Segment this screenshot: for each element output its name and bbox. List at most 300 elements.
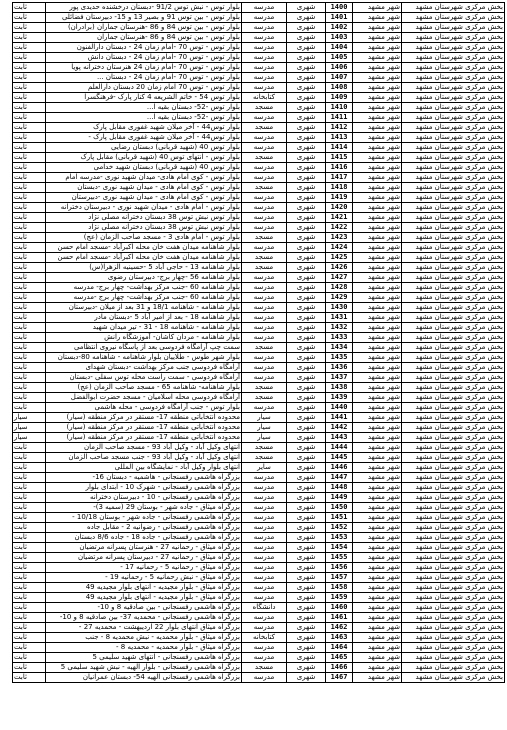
address-cell: آرامگاه فردوسی - سمت راست محله توس سفلی -دبستان <box>46 373 242 383</box>
location-type-cell: مسجد <box>242 123 287 133</box>
location-type-cell: مدرسه <box>242 113 287 123</box>
area-type-cell: شهری <box>287 53 326 63</box>
station-number-cell: 1451 <box>326 513 353 523</box>
region-cell: بخش مرکزی شهرستان مشهد <box>402 663 505 673</box>
region-cell: بخش مرکزی شهرستان مشهد <box>402 223 505 233</box>
address-cell: بلوار توس - کوی امام هادی - میدان شهید نوری -دبستان <box>46 183 242 193</box>
address-cell: بلوار توس - توس 70 -امام زمان 24 هنرستان دخترانه پویا <box>46 63 242 73</box>
table-row <box>13 133 505 143</box>
status-cell: ثابت <box>13 633 46 643</box>
table-row <box>13 103 505 113</box>
address-cell: بلوار شاهنامه 13 - حاجی آباد 5 -حسینیه الزهرا(س) <box>46 263 242 273</box>
area-type-cell: شهری <box>287 473 326 483</box>
address-cell: بزرگراه هاشمی رفسنجانی الهیه 54- دبستان عمرانیان <box>46 673 242 683</box>
table-row <box>13 613 505 623</box>
location-type-cell: مدرسه <box>242 273 287 283</box>
station-number-cell: 1403 <box>326 33 353 43</box>
table-row <box>13 333 505 343</box>
location-type-cell: مدرسه <box>242 473 287 483</box>
table-row <box>13 293 505 303</box>
table-row <box>13 273 505 283</box>
status-cell: ثابت <box>13 553 46 563</box>
station-number-cell: 1412 <box>326 123 353 133</box>
table-row <box>13 13 505 23</box>
area-type-cell: شهری <box>287 673 326 683</box>
area-type-cell: شهری <box>287 623 326 633</box>
station-number-cell: 1415 <box>326 153 353 163</box>
address-cell: بلوار توس 40 (شهید قربانی) دبستان شهید خدامی <box>46 163 242 173</box>
region-cell: بخش مرکزی شهرستان مشهد <box>402 583 505 593</box>
status-cell: ثابت <box>13 43 46 53</box>
city-cell: شهر مشهد <box>353 283 402 293</box>
address-cell: سمت چپ آرامگاه فردوسی بعد از پاسگاه نیروی انتظامی <box>46 343 242 353</box>
address-cell: بلوار توس - کوی امام هادی - میدان شهید نوری -دبیرستان <box>46 193 242 203</box>
table-row <box>13 403 505 413</box>
station-number-cell: 1416 <box>326 163 353 173</box>
station-number-cell: 1400 <box>326 3 353 13</box>
table-row <box>13 143 505 153</box>
status-cell: ثابت <box>13 103 46 113</box>
region-cell: بخش مرکزی شهرستان مشهد <box>402 193 505 203</box>
address-cell: آرامگاه فردوسی محله اسلامیان - مسجد حضرت ابوالفضل <box>46 393 242 403</box>
station-number-cell: 1409 <box>326 93 353 103</box>
table-row <box>13 233 505 243</box>
table-row <box>13 253 505 263</box>
address-cell: بلوار شاهنامه- شاهنامه 65 - مسجد صاحب الزمان (عج) <box>46 383 242 393</box>
address-cell: بلوار شاهنامه 60 -جنب مرکز بهداشت- چهار برج -مدرسه <box>46 293 242 303</box>
region-cell: بخش مرکزی شهرستان مشهد <box>402 113 505 123</box>
table-row <box>13 493 505 503</box>
location-type-cell: مدرسه <box>242 223 287 233</box>
table-row <box>13 243 505 253</box>
status-cell: ثابت <box>13 523 46 533</box>
station-number-cell: 1443 <box>326 433 353 443</box>
area-type-cell: شهری <box>287 233 326 243</box>
location-type-cell: سیار <box>242 413 287 423</box>
station-number-cell: 1432 <box>326 323 353 333</box>
city-cell: شهر مشهد <box>353 113 402 123</box>
station-number-cell: 1453 <box>326 533 353 543</box>
station-number-cell: 1459 <box>326 593 353 603</box>
city-cell: شهر مشهد <box>353 543 402 553</box>
region-cell: بخش مرکزی شهرستان مشهد <box>402 303 505 313</box>
region-cell: بخش مرکزی شهرستان مشهد <box>402 453 505 463</box>
address-cell: بلوار توس - توس 70 -امام زمان 24 - دبستان ... <box>46 73 242 83</box>
station-number-cell: 1405 <box>326 53 353 63</box>
table-row <box>13 123 505 133</box>
table-row <box>13 193 505 203</box>
status-cell: ثابت <box>13 443 46 453</box>
station-number-cell: 1410 <box>326 103 353 113</box>
status-cell: ثابت <box>13 643 46 653</box>
area-type-cell: شهری <box>287 293 326 303</box>
address-cell: بزرگراه میثاق - بلوار محمدیه - نبش محمدیه 8 - جنب <box>46 633 242 643</box>
station-number-cell: 1419 <box>326 193 353 203</box>
region-cell: بخش مرکزی شهرستان مشهد <box>402 343 505 353</box>
status-cell: ثابت <box>13 283 46 293</box>
region-cell: بخش مرکزی شهرستان مشهد <box>402 183 505 193</box>
table-row <box>13 553 505 563</box>
area-type-cell: شهری <box>287 33 326 43</box>
area-type-cell: شهری <box>287 243 326 253</box>
status-cell: ثابت <box>13 293 46 303</box>
location-type-cell: مسجد <box>242 183 287 193</box>
region-cell: بخش مرکزی شهرستان مشهد <box>402 473 505 483</box>
city-cell: شهر مشهد <box>353 83 402 93</box>
status-cell: ثابت <box>13 233 46 243</box>
area-type-cell: شهری <box>287 223 326 233</box>
location-type-cell: مدرسه <box>242 173 287 183</box>
status-cell: ثابت <box>13 543 46 553</box>
city-cell: شهر مشهد <box>353 263 402 273</box>
status-cell: ثابت <box>13 393 46 403</box>
address-cell: بلوار توس 40 (شهید قربانی) دبستان رضایی <box>46 143 242 153</box>
table-row <box>13 383 505 393</box>
address-cell: محدوده انتخاباتی منطقه 17- مستقر در مرکز منطقه (سیار) <box>46 413 242 423</box>
area-type-cell: شهری <box>287 603 326 613</box>
station-number-cell: 1411 <box>326 113 353 123</box>
region-cell: بخش مرکزی شهرستان مشهد <box>402 263 505 273</box>
city-cell: شهر مشهد <box>353 223 402 233</box>
table-row <box>13 263 505 273</box>
region-cell: بخش مرکزی شهرستان مشهد <box>402 173 505 183</box>
station-number-cell: 1448 <box>326 483 353 493</box>
city-cell: شهر مشهد <box>353 473 402 483</box>
table-row <box>13 163 505 173</box>
station-number-cell: 1430 <box>326 303 353 313</box>
status-cell: سیار <box>13 423 46 433</box>
address-cell: بلوار توس - کوی امام هادی- میدان شهید نوری -مدرسه امام <box>46 173 242 183</box>
location-type-cell: مدرسه <box>242 363 287 373</box>
city-cell: شهر مشهد <box>353 143 402 153</box>
status-cell: ثابت <box>13 13 46 23</box>
location-type-cell: مسجد <box>242 443 287 453</box>
city-cell: شهر مشهد <box>353 603 402 613</box>
status-cell: ثابت <box>13 153 46 163</box>
region-cell: بخش مرکزی شهرستان مشهد <box>402 463 505 473</box>
location-type-cell: مسجد <box>242 153 287 163</box>
address-cell: بلوار توس نبش توس 38 دبستان دخترانه مصلی نژاد <box>46 223 242 233</box>
area-type-cell: شهری <box>287 133 326 143</box>
table-row <box>13 53 505 63</box>
status-cell: ثابت <box>13 63 46 73</box>
address-cell: آرامگاه فردوسی جنب مرکز بهداشت -دبستان شهدای <box>46 363 242 373</box>
city-cell: شهر مشهد <box>353 243 402 253</box>
location-type-cell: مدرسه <box>242 523 287 533</box>
city-cell: شهر مشهد <box>353 453 402 463</box>
address-cell: بلوار توس - توس 70 امام زمان 20 دبستان دارالعلم <box>46 83 242 93</box>
city-cell: شهر مشهد <box>353 153 402 163</box>
city-cell: شهر مشهد <box>353 383 402 393</box>
area-type-cell: شهری <box>287 173 326 183</box>
city-cell: شهر مشهد <box>353 523 402 533</box>
station-number-cell: 1436 <box>326 363 353 373</box>
city-cell: شهر مشهد <box>353 213 402 223</box>
location-type-cell: مدرسه <box>242 63 287 73</box>
area-type-cell: شهری <box>287 513 326 523</box>
location-type-cell: مدرسه <box>242 323 287 333</box>
address-cell: بزرگراه هاشمی رفسنجانی - شهرک 10 - ابتدای بلوار <box>46 483 242 493</box>
city-cell: شهر مشهد <box>353 443 402 453</box>
address-cell: بلوار شاهنامه 18 - بعد از امیر آباد 5 -دبستان مادر <box>46 313 242 323</box>
location-type-cell: مدرسه <box>242 283 287 293</box>
area-type-cell: شهری <box>287 143 326 153</box>
region-cell: بخش مرکزی شهرستان مشهد <box>402 383 505 393</box>
location-type-cell: مدرسه <box>242 43 287 53</box>
area-type-cell: شهری <box>287 423 326 433</box>
status-cell: ثابت <box>13 573 46 583</box>
city-cell: شهر مشهد <box>353 513 402 523</box>
location-type-cell: مدرسه <box>242 3 287 13</box>
address-cell: بزرگراه هاشمی رفسنجانی - هاشمیه - دبستان 16- <box>46 473 242 483</box>
address-cell: بزرگراه هاشمی رفسنجانی - جاده شهر - بوستان 10/18 - <box>46 513 242 523</box>
location-type-cell: مدرسه <box>242 643 287 653</box>
location-type-cell: مدرسه <box>242 193 287 203</box>
address-cell: بلوار توس - نبش توس 91/2 -دبستان درخشنده حدیدی پور <box>46 3 242 13</box>
address-cell: بزرگراه میثاق - رحمانیه 5 - رحمانیه 17 - <box>46 563 242 573</box>
city-cell: شهر مشهد <box>353 593 402 603</box>
status-cell: ثابت <box>13 673 46 683</box>
location-type-cell: مدرسه <box>242 593 287 603</box>
address-cell: بلوار شاهنامه 60 -جنب مرکز بهداشت- چهار برج- مدرسه <box>46 283 242 293</box>
city-cell: شهر مشهد <box>353 483 402 493</box>
city-cell: شهر مشهد <box>353 93 402 103</box>
region-cell: بخش مرکزی شهرستان مشهد <box>402 503 505 513</box>
city-cell: شهر مشهد <box>353 73 402 83</box>
city-cell: شهر مشهد <box>353 183 402 193</box>
location-type-cell: مدرسه <box>242 243 287 253</box>
table-row <box>13 73 505 83</box>
area-type-cell: شهری <box>287 573 326 583</box>
location-type-cell: مدرسه <box>242 33 287 43</box>
region-cell: بخش مرکزی شهرستان مشهد <box>402 513 505 523</box>
status-cell: ثابت <box>13 473 46 483</box>
table-row <box>13 93 505 103</box>
city-cell: شهر مشهد <box>353 33 402 43</box>
region-cell: بخش مرکزی شهرستان مشهد <box>402 53 505 63</box>
region-cell: بخش مرکزی شهرستان مشهد <box>402 153 505 163</box>
address-cell: بزرگراه هاشمی رفسنجانی - 10 - دبیرستان دخترانه <box>46 493 242 503</box>
table-row <box>13 223 505 233</box>
city-cell: شهر مشهد <box>353 313 402 323</box>
station-number-cell: 1408 <box>326 83 353 93</box>
status-cell: ثابت <box>13 353 46 363</box>
address-cell: بلوار شهر طوس - طلاییان بلوار شاهنامه - شاهنامه 80-دبستان <box>46 353 242 363</box>
status-cell: ثابت <box>13 593 46 603</box>
address-cell: بلوار شاهنامه - شاهنامه 18 - 31 - تیر میدان شهید <box>46 323 242 333</box>
table-row <box>13 173 505 183</box>
address-cell: بزرگراه میثاق - رحمانیه 27 - هنرستان پسرانه مرتضیان <box>46 543 242 553</box>
area-type-cell: شهری <box>287 83 326 93</box>
station-number-cell: 1438 <box>326 383 353 393</box>
status-cell: ثابت <box>13 613 46 623</box>
area-type-cell: شهری <box>287 3 326 13</box>
area-type-cell: شهری <box>287 633 326 643</box>
status-cell: سیار <box>13 413 46 423</box>
area-type-cell: شهری <box>287 273 326 283</box>
station-number-cell: 1401 <box>326 13 353 23</box>
location-type-cell: مسجد <box>242 383 287 393</box>
location-type-cell: مدرسه <box>242 303 287 313</box>
location-type-cell: مدرسه <box>242 573 287 583</box>
table-row <box>13 23 505 33</box>
area-type-cell: شهری <box>287 333 326 343</box>
address-cell: بلوار توس 54 - خاتم الشریعه 4 کنار پارک -فرهنگسرا <box>46 93 242 103</box>
status-cell: ثابت <box>13 163 46 173</box>
region-cell: بخش مرکزی شهرستان مشهد <box>402 243 505 253</box>
station-number-cell: 1463 <box>326 633 353 643</box>
area-type-cell: شهری <box>287 613 326 623</box>
polling-stations-table <box>12 2 505 683</box>
location-type-cell: مسجد <box>242 103 287 113</box>
location-type-cell: مسجد <box>242 253 287 263</box>
region-cell: بخش مرکزی شهرستان مشهد <box>402 73 505 83</box>
status-cell: ثابت <box>13 53 46 63</box>
station-number-cell: 1446 <box>326 463 353 473</box>
region-cell: بخش مرکزی شهرستان مشهد <box>402 593 505 603</box>
area-type-cell: شهری <box>287 593 326 603</box>
address-cell: بزرگراه میثاق - رحمانیه 27 - دبیرستان پسرانه مرتضیان <box>46 553 242 563</box>
station-number-cell: 1426 <box>326 263 353 273</box>
region-cell: بخش مرکزی شهرستان مشهد <box>402 603 505 613</box>
region-cell: بخش مرکزی شهرستان مشهد <box>402 253 505 263</box>
status-cell: ثابت <box>13 503 46 513</box>
region-cell: بخش مرکزی شهرستان مشهد <box>402 133 505 143</box>
city-cell: شهر مشهد <box>353 363 402 373</box>
city-cell: شهر مشهد <box>353 673 402 683</box>
station-number-cell: 1465 <box>326 653 353 663</box>
address-cell: بزرگراه هاشمی رفسنجانی - انتهای شهید سلیمی 5 <box>46 653 242 663</box>
address-cell: بزرگراه میثاق - بلوار محمدیه - محمدیه 8 - <box>46 643 242 653</box>
area-type-cell: شهری <box>287 213 326 223</box>
region-cell: بخش مرکزی شهرستان مشهد <box>402 653 505 663</box>
address-cell: بلوار شاهنامه میدان هفت خان محله اکبرآباد -مسجد امام حسن <box>46 243 242 253</box>
area-type-cell: شهری <box>287 413 326 423</box>
city-cell: شهر مشهد <box>353 133 402 143</box>
region-cell: بخش مرکزی شهرستان مشهد <box>402 33 505 43</box>
station-number-cell: 1420 <box>326 203 353 213</box>
location-type-cell: مدرسه <box>242 373 287 383</box>
status-cell: ثابت <box>13 93 46 103</box>
city-cell: شهر مشهد <box>353 643 402 653</box>
table-row <box>13 113 505 123</box>
area-type-cell: شهری <box>287 263 326 273</box>
table-row <box>13 343 505 353</box>
location-type-cell: مدرسه <box>242 493 287 503</box>
area-type-cell: شهری <box>287 463 326 473</box>
station-number-cell: 1417 <box>326 173 353 183</box>
location-type-cell: مدرسه <box>242 673 287 683</box>
address-cell: انتهای وکیل آباد - وکیل آباد 93 - جنب مسجد صاحب الزمان <box>46 453 242 463</box>
area-type-cell: شهری <box>287 13 326 23</box>
table-row <box>13 573 505 583</box>
city-cell: شهر مشهد <box>353 563 402 573</box>
address-cell: محدوده انتخاباتی منطقه 17- مستقر در مرکز منطقه (سیار) <box>46 423 242 433</box>
table-row <box>13 673 505 683</box>
station-number-cell: 1447 <box>326 473 353 483</box>
area-type-cell: شهری <box>287 523 326 533</box>
table-row <box>13 463 505 473</box>
region-cell: بخش مرکزی شهرستان مشهد <box>402 553 505 563</box>
city-cell: شهر مشهد <box>353 623 402 633</box>
location-type-cell: مدرسه <box>242 213 287 223</box>
area-type-cell: شهری <box>287 313 326 323</box>
station-number-cell: 1466 <box>326 663 353 673</box>
table-row <box>13 413 505 423</box>
region-cell: بخش مرکزی شهرستان مشهد <box>402 643 505 653</box>
address-cell: انتهای وکیل آباد - وکیل آباد 93 - مسجد صاحب الزمان <box>46 443 242 453</box>
station-number-cell: 1414 <box>326 143 353 153</box>
region-cell: بخش مرکزی شهرستان مشهد <box>402 203 505 213</box>
address-cell: بلوار شاهنامه - مردان کاشان- آموزشگاه رانش <box>46 333 242 343</box>
area-type-cell: شهری <box>287 453 326 463</box>
region-cell: بخش مرکزی شهرستان مشهد <box>402 393 505 403</box>
region-cell: بخش مرکزی شهرستان مشهد <box>402 293 505 303</box>
region-cell: بخش مرکزی شهرستان مشهد <box>402 323 505 333</box>
address-cell: بلوار شاهنامه 56 -چهار برج- دبیرستان رضوی <box>46 273 242 283</box>
address-cell: بلوار توس44 - آخر میلان شهید غفوری مقابل پارک - <box>46 133 242 143</box>
area-type-cell: شهری <box>287 403 326 413</box>
location-type-cell: مسجد <box>242 453 287 463</box>
region-cell: بخش مرکزی شهرستان مشهد <box>402 403 505 413</box>
area-type-cell: شهری <box>287 73 326 83</box>
region-cell: بخش مرکزی شهرستان مشهد <box>402 623 505 633</box>
city-cell: شهر مشهد <box>353 653 402 663</box>
station-number-cell: 1440 <box>326 403 353 413</box>
status-cell: ثابت <box>13 303 46 313</box>
location-type-cell: دانشگاه <box>242 603 287 613</box>
city-cell: شهر مشهد <box>353 433 402 443</box>
area-type-cell: شهری <box>287 393 326 403</box>
region-cell: بخش مرکزی شهرستان مشهد <box>402 93 505 103</box>
table-row <box>13 283 505 293</box>
city-cell: شهر مشهد <box>353 583 402 593</box>
address-cell: بلوار توس نبش توس 38 دبستان دخترانه مصلی نژاد <box>46 213 242 223</box>
city-cell: شهر مشهد <box>353 343 402 353</box>
status-cell: ثابت <box>13 143 46 153</box>
region-cell: بخش مرکزی شهرستان مشهد <box>402 573 505 583</box>
table-row <box>13 183 505 193</box>
location-type-cell: مدرسه <box>242 543 287 553</box>
region-cell: بخش مرکزی شهرستان مشهد <box>402 613 505 623</box>
address-cell: بزرگراه هاشمی رفسنجانی - بین صادقیه 8 و 10- <box>46 603 242 613</box>
station-number-cell: 1460 <box>326 603 353 613</box>
region-cell: بخش مرکزی شهرستان مشهد <box>402 333 505 343</box>
location-type-cell: مسجد <box>242 393 287 403</box>
address-cell: بزرگراه هاشمی رفسنجانی - جاده 18 - جاده 8/6 دبستان <box>46 533 242 543</box>
status-cell: ثابت <box>13 273 46 283</box>
area-type-cell: شهری <box>287 363 326 373</box>
status-cell: ثابت <box>13 403 46 413</box>
station-number-cell: 1435 <box>326 353 353 363</box>
area-type-cell: شهری <box>287 203 326 213</box>
location-type-cell: مدرسه <box>242 203 287 213</box>
station-number-cell: 1418 <box>326 183 353 193</box>
status-cell: ثابت <box>13 203 46 213</box>
table-row <box>13 483 505 493</box>
region-cell: بخش مرکزی شهرستان مشهد <box>402 533 505 543</box>
table-row <box>13 593 505 603</box>
station-number-cell: 1433 <box>326 333 353 343</box>
area-type-cell: شهری <box>287 663 326 673</box>
address-cell: بزرگراه میثاق - بلوار مجیدیه - انتهای بلوار مجیدیه 49 <box>46 593 242 603</box>
station-number-cell: 1429 <box>326 293 353 303</box>
address-cell: بلوار توس - بین توس 84 و 86 -هنرستان جماران <box>46 33 242 43</box>
status-cell: ثابت <box>13 263 46 273</box>
station-number-cell: 1452 <box>326 523 353 533</box>
table-row <box>13 603 505 613</box>
location-type-cell: مدرسه <box>242 333 287 343</box>
